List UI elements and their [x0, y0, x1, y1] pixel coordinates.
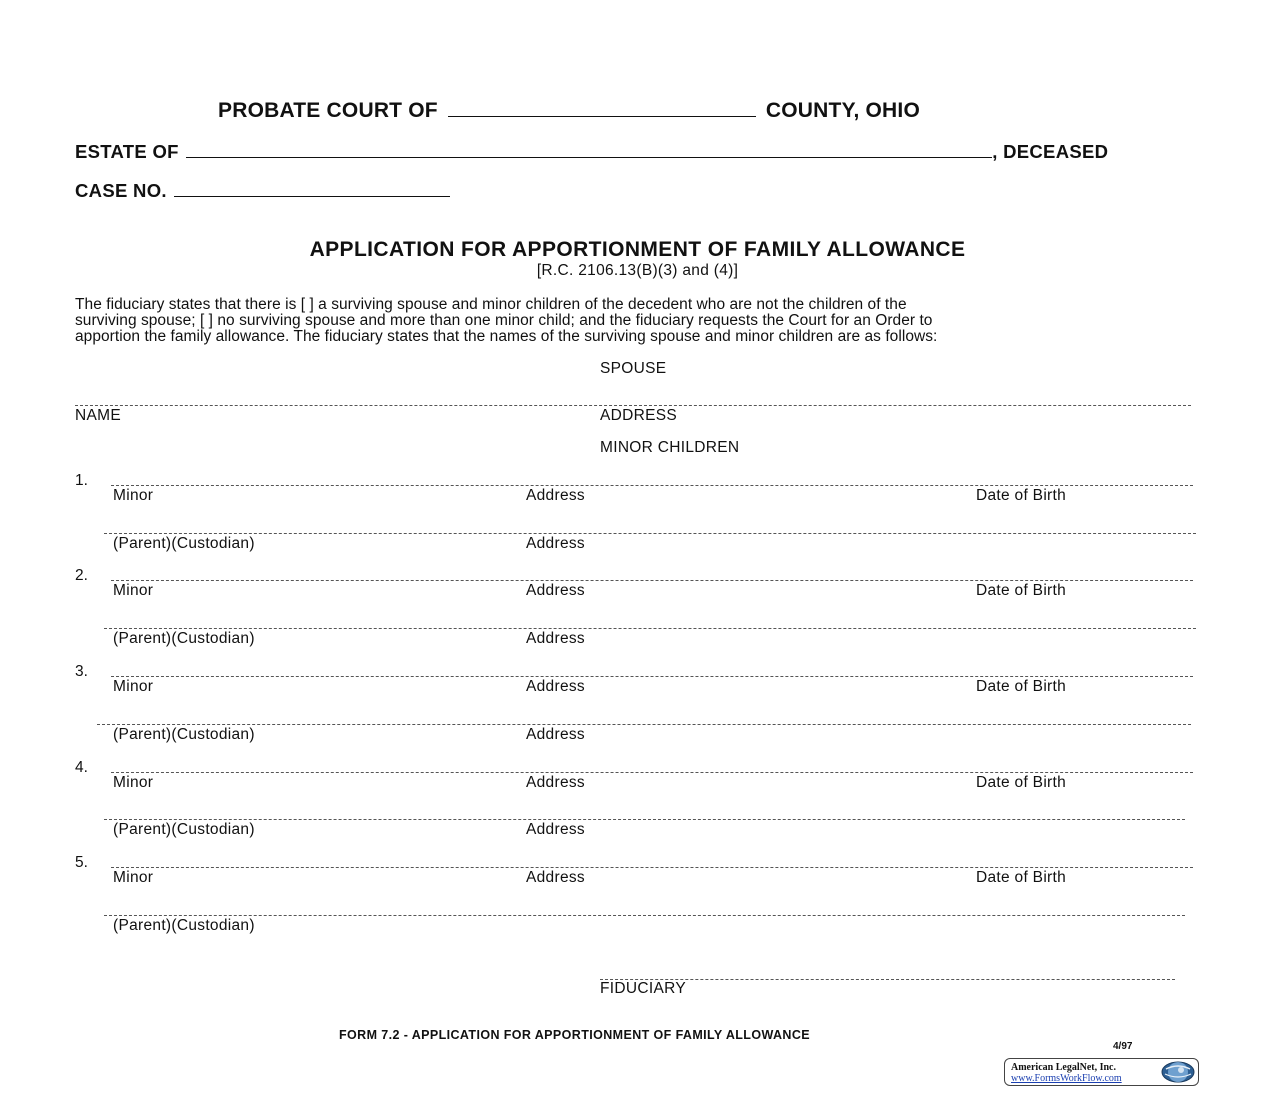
date-of-birth-label: Date of Birth	[976, 582, 1067, 599]
spouse-name-label: NAME	[75, 407, 121, 424]
case-label: CASE NO.	[75, 180, 167, 201]
date-of-birth-label: Date of Birth	[976, 487, 1067, 504]
case-line	[75, 180, 450, 202]
minor-label: Minor	[113, 774, 154, 791]
minor-label: Minor	[113, 678, 154, 695]
statute-reference: [R.C. 2106.13(B)(3) and (4)]	[536, 262, 739, 279]
parent-custodian-label: (Parent)(Custodian)	[113, 535, 255, 552]
minor-label: Minor	[113, 487, 154, 504]
court-heading	[218, 99, 920, 123]
minor-label: Minor	[113, 582, 154, 599]
child-number: 3.	[75, 663, 88, 680]
child-parent-line[interactable]	[97, 724, 1191, 725]
minor-children-heading: MINOR CHILDREN	[600, 439, 740, 456]
publisher-logo[interactable]	[1004, 1058, 1199, 1086]
parent-address-label: Address	[526, 630, 585, 647]
fiduciary-statement	[75, 297, 1201, 345]
statement-line-2: surviving spouse; [ ] no surviving spouse and more than one minor child; and the fiduciary requests the Court for an Order to	[75, 312, 933, 329]
globe-icon	[1161, 1060, 1195, 1084]
child-parent-line[interactable]	[104, 533, 1196, 534]
court-suffix: COUNTY, OHIO	[765, 99, 920, 122]
publisher-name: American LegalNet, Inc.	[1011, 1062, 1116, 1073]
child-number: 2.	[75, 567, 88, 584]
spouse-heading: SPOUSE	[600, 360, 667, 377]
child-number: 1.	[75, 472, 88, 489]
form-title: APPLICATION FOR APPORTIONMENT OF FAMILY ALLOWANCE	[309, 238, 966, 261]
date-of-birth-label: Date of Birth	[976, 774, 1067, 791]
fiduciary-label: FIDUCIARY	[600, 980, 686, 997]
child-minor-line[interactable]	[111, 485, 1193, 486]
parent-address-label: Address	[526, 726, 585, 743]
child-parent-line[interactable]	[104, 819, 1185, 820]
estate-name-field[interactable]	[186, 157, 992, 158]
child-number: 5.	[75, 854, 88, 871]
parent-custodian-label: (Parent)(Custodian)	[113, 630, 255, 647]
child-parent-line[interactable]	[104, 628, 1196, 629]
child-minor-line[interactable]	[111, 676, 1193, 677]
spouse-address-label: ADDRESS	[600, 407, 678, 424]
statement-line-1: The fiduciary states that there is [ ] a surviving spouse and minor children of the decedent who are not the children of the	[75, 296, 907, 313]
estate-line	[75, 141, 1108, 163]
child-number: 4.	[75, 759, 88, 776]
parent-custodian-label: (Parent)(Custodian)	[113, 726, 255, 743]
parent-address-label: Address	[526, 821, 585, 838]
minor-address-label: Address	[526, 487, 585, 504]
child-parent-line[interactable]	[104, 915, 1185, 916]
form-footer-title: FORM 7.2 - APPLICATION FOR APPORTIONMENT OF FAMILY ALLOWANCE	[339, 1028, 810, 1042]
parent-custodian-label: (Parent)(Custodian)	[113, 821, 255, 838]
spouse-entry-line[interactable]	[75, 405, 1191, 406]
child-minor-line[interactable]	[111, 772, 1193, 773]
date-of-birth-label: Date of Birth	[976, 678, 1067, 695]
estate-prefix: ESTATE OF	[75, 141, 179, 162]
minor-address-label: Address	[526, 678, 585, 695]
county-field[interactable]	[448, 116, 756, 117]
minor-address-label: Address	[526, 582, 585, 599]
child-minor-line[interactable]	[111, 580, 1193, 581]
parent-custodian-label: (Parent)(Custodian)	[113, 917, 255, 934]
case-number-field[interactable]	[174, 196, 450, 197]
minor-address-label: Address	[526, 774, 585, 791]
date-of-birth-label: Date of Birth	[976, 869, 1067, 886]
publisher-url[interactable]: www.FormsWorkFlow.com	[1011, 1073, 1122, 1084]
statement-line-3: apportion the family allowance. The fiduciary states that the names of the surviving spouse and minor children are as follows:	[75, 328, 938, 345]
form-revision-date: 4/97	[1113, 1041, 1133, 1052]
minor-label: Minor	[113, 869, 154, 886]
minor-address-label: Address	[526, 869, 585, 886]
child-minor-line[interactable]	[111, 867, 1193, 868]
fiduciary-signature-line[interactable]	[600, 979, 1175, 980]
estate-suffix: , DECEASED	[992, 141, 1109, 162]
parent-address-label: Address	[526, 535, 585, 552]
court-prefix: PROBATE COURT OF	[218, 99, 438, 122]
